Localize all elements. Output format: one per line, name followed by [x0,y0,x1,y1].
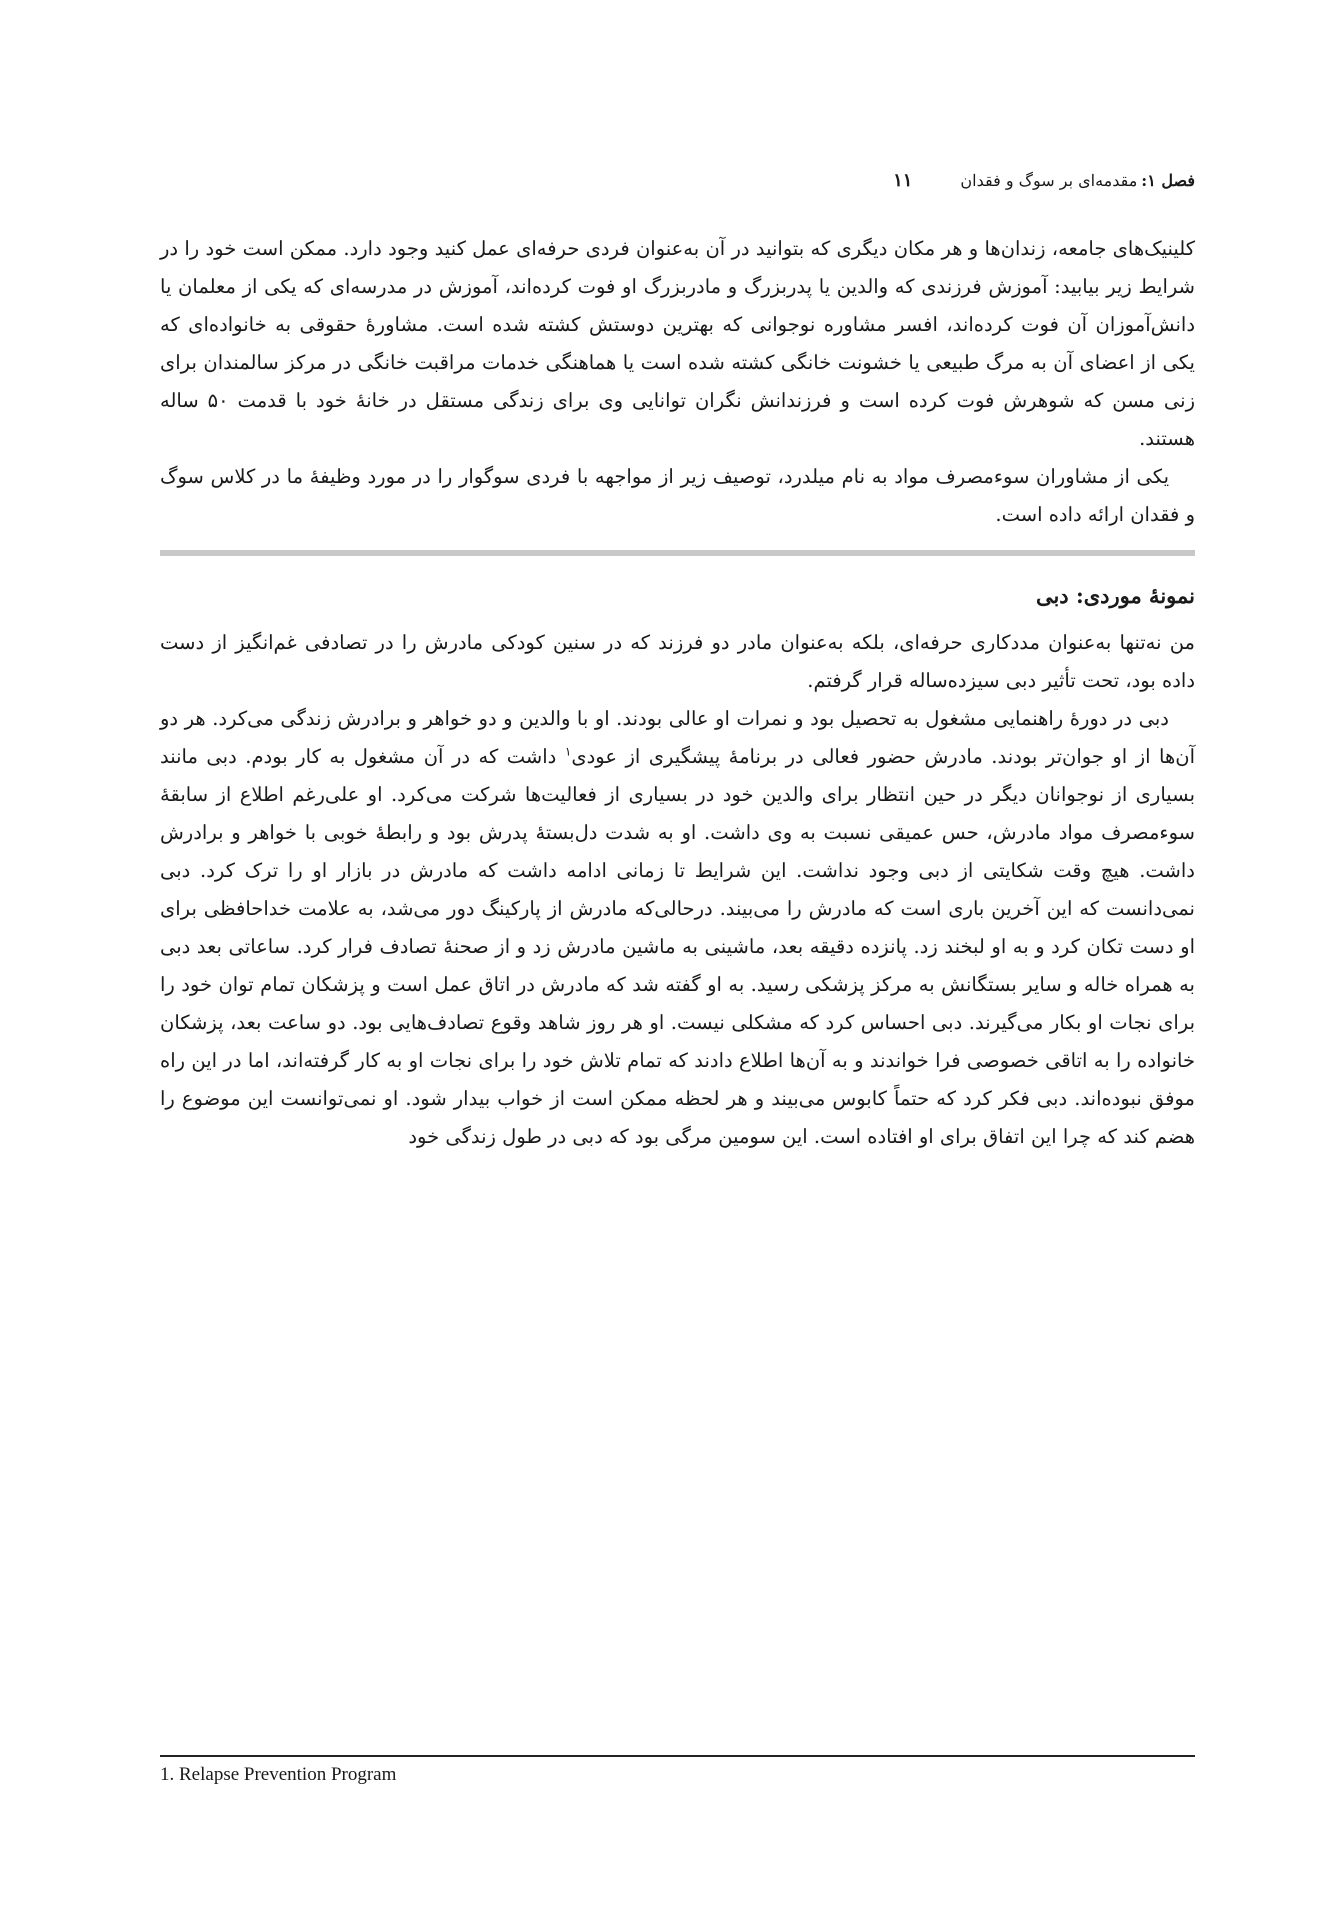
section-divider [160,550,1195,556]
body-paragraph: یکی از مشاوران سوء‌مصرف مواد به نام میلدرد، توصیف زیر از مواجهه با فردی سوگوار را در مورد وظیفهٔ ما در کلاس سوگ و فقدان ارائه داده است. [160,465,1195,526]
case-body-paragraph [160,700,1195,1156]
running-head [160,170,1195,200]
case-body-text-part1: دبی در دورهٔ راهنمایی مشغول به تحصیل بود و نمرات او عالی بودند. او با والدین و دو خواهر و برادرش زندگی می‌کرد. هر دو آن‌ها از او جوان‌تر بودند. مادرش حضور فعالی در برنامهٔ پیشگیری از عودی [160,707,1195,768]
page-body [160,170,1195,1156]
case-intro-paragraph: من نه‌تنها به‌عنوان مددکاری حرفه‌ای، بلکه به‌عنوان مادر دو فرزند که در سنین کودکی مادرش را در تصادفی غم‌انگیز از دست داده بود، تحت تأثیر دبی سیزده‌ساله قرار گرفتم. [160,631,1195,692]
case-body-text-part2: داشت که در آن مشغول به کار بودم. دبی مانند بسیاری از نوجوانان دیگر در حین انتظار برای والدین خود در بسیاری از فعالیت‌ها شرکت می‌کرد. او علی‌رغم اطلاع از سابقهٔ سوء‌مصرف مواد مادرش، حس عمیقی نسبت به وی داشت. او به شدت دل‌بستهٔ پدرش بود و رابطهٔ خوبی با خواهر و برادرش داشت. هیچ وقت شکایتی از دبی وجود نداشت. این شرایط تا زمانی ادامه داشت که مادرش در بازار او را ترک کرد. دبی نمی‌دانست که این آخرین باری است که مادرش را می‌بیند. درحالی‌که مادرش از پارکینگ دور می‌شد، به علامت خداحافظی برای او دست تکان کرد و به او لبخند زد. پانزده دقیقه بعد، ماشینی به ماشین مادرش زد و از صحنهٔ تصادف فرار کرد. ساعاتی بعد دبی به همراه خاله و سایر بستگانش به مرکز پزشکی رسید. به او گفته شد که مادرش در اتاق عمل است و پزشکان تمام توان خود را برای نجات او بکار می‌گیرند. دبی احساس کرد که مشکلی نیست. او هر روز شاهد وقوع تصادف‌هایی بود. دو ساعت بعد، پزشکان خانواده را به اتاقی خصوصی فرا خواندند و به آن‌ها اطلاع دادند که تمام تلاش خود را برای نجات او به کار گرفته‌اند، اما در این راه موفق نبوده‌اند. دبی فکر کرد که حتماً کابوس می‌بیند و هر لحظه ممکن است از خواب بیدار شود. او نمی‌توانست این موضوع را هضم کند که چرا این اتفاق برای او افتاده است. این سومین مرگی بود که دبی در طول زندگی خود [160,745,1195,1148]
page-number: ۱۱ [893,170,913,191]
case-study-heading: نمونهٔ موردی: دبی [1035,583,1195,608]
chapter-title: مقدمه‌ای بر سوگ و فقدان [960,171,1138,190]
chapter-label: فصل ۱: [1141,171,1195,190]
body-paragraph: کلینیک‌های جامعه، زندان‌ها و هر مکان دیگری که بتوانید در آن به‌عنوان فردی حرفه‌ای عمل کنید وجود دارد. ممکن است خود را در شرایط زیر بیابید: آموزش فرزندی که والدین یا پدربزرگ و مادربزرگ او فوت کرده‌اند، آموزش در مدرسه‌ای که یکی از معلمان یا دانش‌آموزان آن فوت کرده‌اند، افسر مشاوره نوجوانی که بهترین دوستش کشته شده است. مشاورهٔ حقوقی به خانواده‌ای که یکی از اعضای آن به مرگ طبیعی یا خشونت خانگی کشته شده است یا هماهنگی خدمات مراقبت خانگی در مرکز سالمندان برای زنی مسن که شوهرش فوت کرده است و فرزندانش نگران توانایی وی برای زندگی مستقل در خانهٔ خود با قدمت ۵۰ ساله هستند. [160,237,1195,450]
footnote-marker[interactable]: ۱ [564,744,572,759]
footnote-rule [160,1755,1195,1757]
footnote: 1. Relapse Prevention Program [160,1764,397,1785]
